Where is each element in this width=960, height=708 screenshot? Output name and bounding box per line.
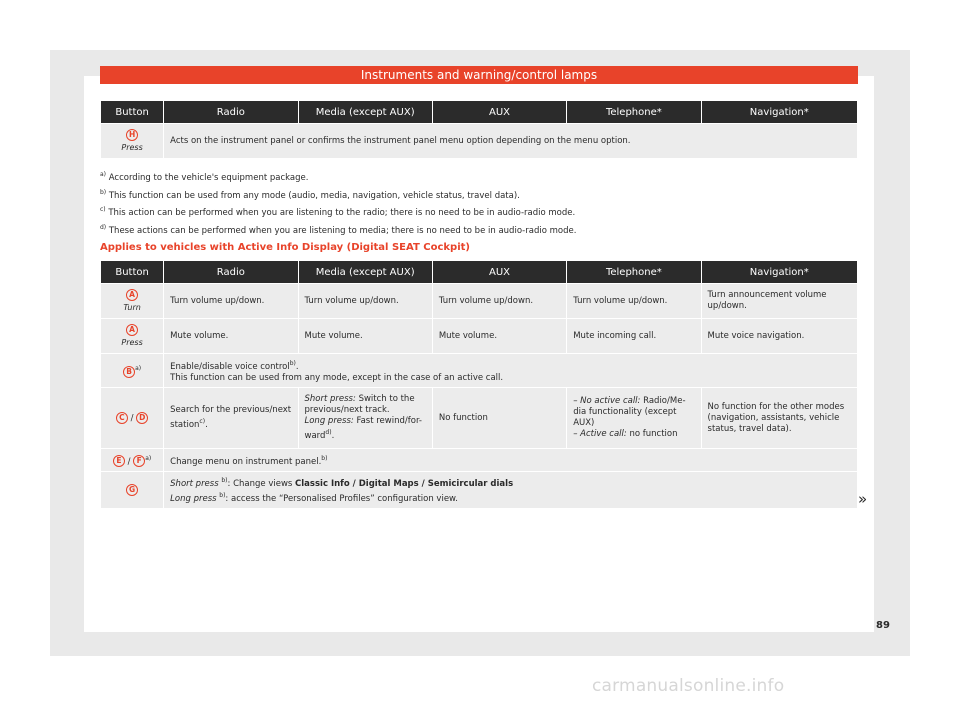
navigation-cell: No function for the other modes (navigation, assistants, vehicle status, travel data).: [702, 388, 857, 448]
media-cell: Mute volume.: [299, 319, 432, 353]
col-radio: Radio: [164, 261, 297, 283]
button-cell: [101, 124, 163, 158]
continue-marker: »: [858, 490, 868, 508]
button-e-icon: E: [113, 455, 125, 467]
media-cell: Turn volume up/down.: [299, 284, 432, 318]
telephone-cell: Turn volume up/down.: [567, 284, 700, 318]
section-header: Instruments and warning/control lamps: [100, 66, 858, 84]
table-row: [101, 388, 857, 448]
description-cell: Change menu on instrument panel.$^{b)}$: [164, 449, 857, 471]
watermark: carmanualsonline.info: [592, 676, 785, 696]
table-row: [101, 354, 857, 387]
button-f-icon: F: [133, 455, 145, 467]
navigation-cell: Mute voice navigation.: [702, 319, 857, 353]
description-cell: Short press $^{b)}$: Change views Classic Info / Digital Maps / Semicircular dials Long press $^{b)}$: access the “Personalised Profiles” configuration view.: [164, 472, 857, 508]
button-cell: [101, 472, 163, 508]
buttons-table-1: [100, 101, 858, 158]
table-row: [101, 124, 857, 158]
action-label: Press: [121, 338, 143, 348]
col-radio: Radio: [164, 101, 297, 123]
button-a-icon: A: [126, 324, 138, 336]
action-label: Press: [121, 143, 143, 153]
col-telephone: Telephone*: [567, 261, 700, 283]
col-media: Media (except AUX): [299, 101, 432, 123]
telephone-cell: Mute incoming call.: [567, 319, 700, 353]
footnote: $^{a)}$ According to the vehicle's equipment package.: [100, 171, 309, 183]
col-navigation: Navigation*: [702, 101, 857, 123]
button-cell: [101, 319, 163, 353]
footnotes: [100, 168, 860, 238]
description-cell: Acts on the instrument panel or confirms the instrument panel menu option depending on the menu option.: [164, 124, 857, 158]
col-aux: AUX: [433, 261, 566, 283]
footnote: $^{b)}$ This function can be used from any mode (audio, media, navigation, vehicle status, travel data).: [100, 188, 520, 201]
footnote: $^{d)}$ These actions can be performed when you are listening to media; there is no need to be in audio-radio mode.: [100, 223, 577, 236]
buttons-table-2: [100, 261, 858, 508]
col-media: Media (except AUX): [299, 261, 432, 283]
button-cell: [101, 284, 163, 318]
description-cell: Enable/disable voice control$^{b)}$. This function can be used from any mode, except in the case of an active call.: [164, 354, 857, 387]
radio-cell: Search for the previous/next station$^{c)}$.: [164, 388, 297, 448]
table-row: [101, 449, 857, 471]
radio-cell: Mute volume.: [164, 319, 297, 353]
table-row: [101, 472, 857, 508]
table-row: [101, 284, 857, 318]
aux-cell: Turn volume up/down.: [433, 284, 566, 318]
button-cell: C / D: [101, 388, 163, 448]
col-button: Button: [101, 101, 163, 123]
footnote: $^{c)}$ This action can be performed when you are listening to the radio; there is no need to be in audio-radio mode.: [100, 206, 576, 218]
button-b-icon: B: [123, 366, 135, 378]
button-a-icon: A: [126, 289, 138, 301]
col-telephone: Telephone*: [567, 101, 700, 123]
button-d-icon: D: [136, 412, 148, 424]
aux-cell: Mute volume.: [433, 319, 566, 353]
aux-cell: No function: [433, 388, 566, 448]
button-c-icon: C: [116, 412, 128, 424]
col-button: Button: [101, 261, 163, 283]
table2-header-row: [101, 261, 857, 283]
button-cell: B $^{a)}$: [101, 354, 163, 387]
radio-cell: Turn volume up/down.: [164, 284, 297, 318]
button-g-icon: G: [126, 484, 138, 496]
media-cell: Short press: Switch to the previous/next track. Long press: Fast rewind/for-ward$^{d)}$.: [299, 388, 432, 448]
table-row: [101, 319, 857, 353]
table1-header-row: [101, 101, 857, 123]
subheading: Applies to vehicles with Active Info Display (Digital SEAT Cockpit): [100, 242, 470, 253]
button-cell: E / F $^{a)}$: [101, 449, 163, 471]
col-aux: AUX: [433, 101, 566, 123]
col-navigation: Navigation*: [702, 261, 857, 283]
action-label: Turn: [123, 303, 141, 313]
button-h-icon: H: [126, 129, 138, 141]
page-number: 89: [876, 620, 890, 631]
telephone-cell: – No active call: Radio/Me-dia functionality (except AUX) – Active call: no function: [567, 388, 700, 448]
navigation-cell: Turn announcement volume up/down.: [702, 284, 857, 318]
